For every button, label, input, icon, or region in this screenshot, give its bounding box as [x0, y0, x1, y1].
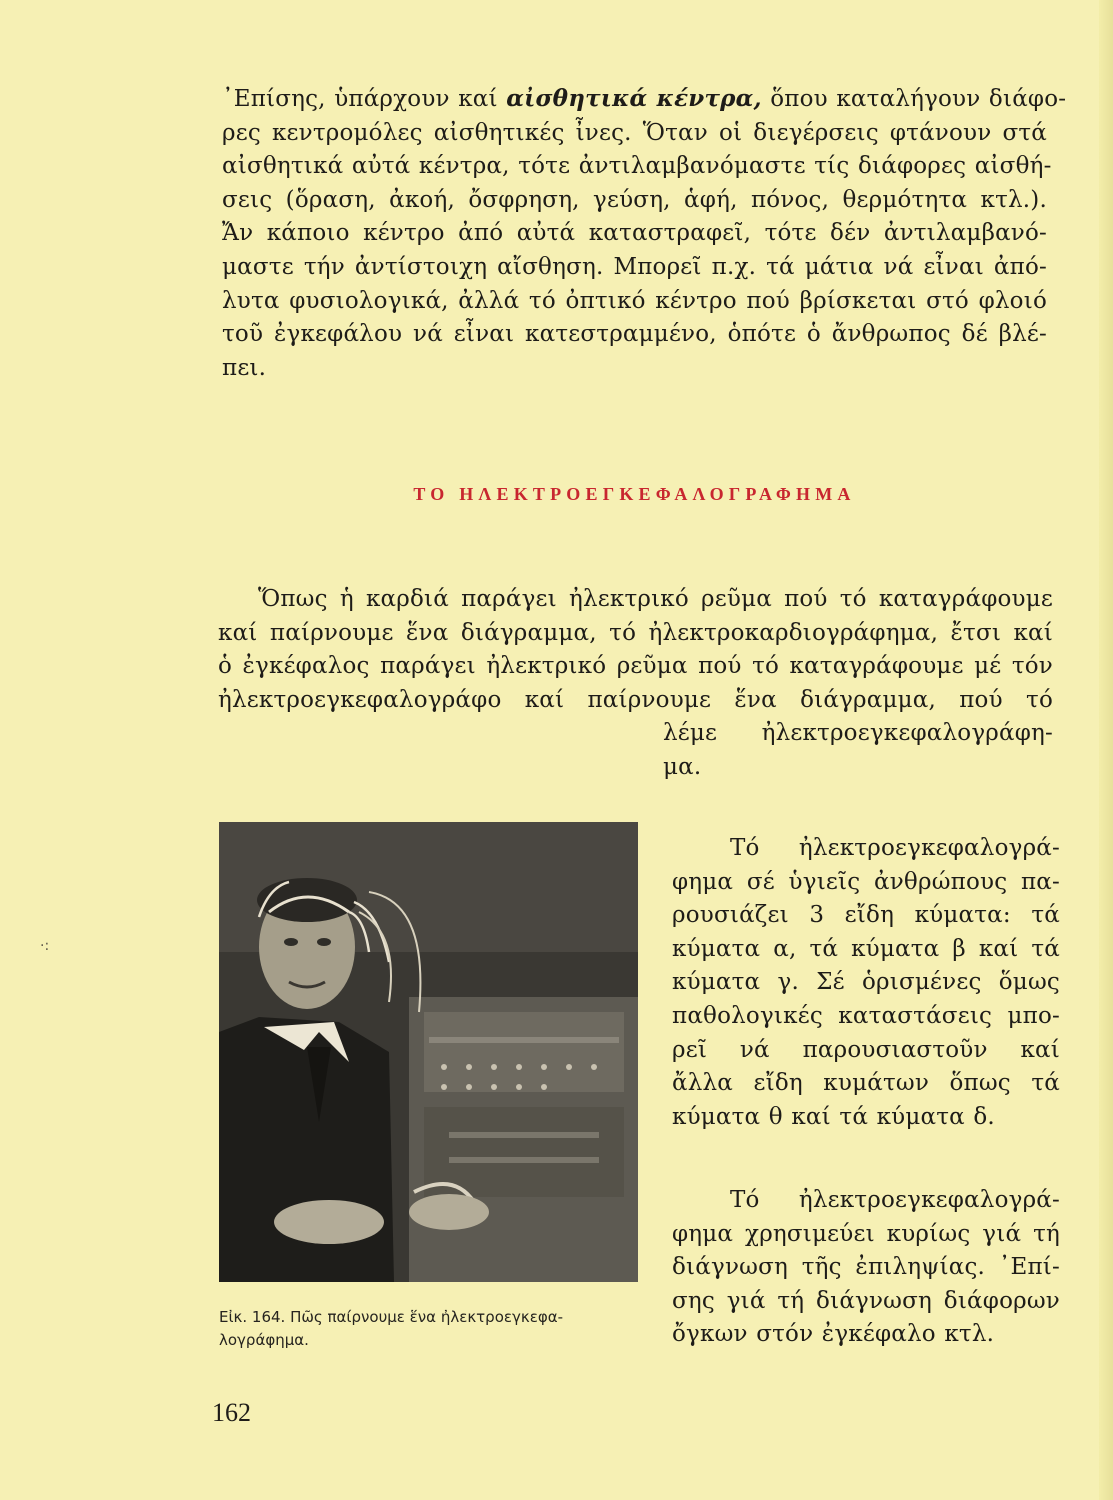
eeg-line: Ὅπως ἡ καρδιά παράγει ἠλεκτρικό ρεῦμα πού τό καταγράφουμε — [258, 586, 1053, 612]
waves-line: φημα σέ ὑγιεῖς ἀνθρώπους πα- — [672, 868, 1060, 895]
intro-line: μαστε τήν ἀντίστοιχη αἴσθηση. Μπορεῖ π.χ. τά μάτια νά εἶναι ἀπό- — [222, 253, 1047, 280]
intro-paragraph — [222, 82, 1067, 385]
margin-mark: ·: — [40, 938, 50, 954]
intro-line: σεις (ὅραση, ἀκοή, ὄσφρηση, γεύση, ἁφή, πόνος, θερμότητα κτλ.). — [222, 186, 1047, 213]
figure-caption — [219, 1306, 659, 1352]
diagnosis-line: Τό ἠλεκτροεγκεφαλογρά- — [730, 1187, 1060, 1213]
diagnosis-line: σης γιά τή διάγνωση διάφορων — [672, 1287, 1060, 1314]
eeg-line: καί παίρνουμε ἕνα διάγραμμα, τό ἠλεκτροκαρδιογράφημα, ἔτσι καί — [218, 619, 1053, 646]
diagnosis-paragraph — [672, 1184, 1060, 1352]
intro-line: αἰσθητικά αὐτά κέντρα, τότε ἀντιλαμβανόμαστε τίς διάφορες αἰσθή- — [222, 153, 1052, 180]
intro-line: πει. — [222, 354, 267, 381]
photo-illustration — [219, 822, 638, 1282]
section-heading: ΤΟ ΗΛΕΚΤΡΟΕΓΚΕΦΑΛΟΓΡΑΦΗΜΑ — [413, 484, 856, 504]
diagnosis-line: ὄγκων στόν ἐγκέφαλο κτλ. — [672, 1321, 995, 1348]
eeg-line: ἠλεκτροεγκεφαλογράφο καί παίρνουμε ἕνα διάγραμμα, πού τό — [218, 686, 1053, 713]
waves-paragraph — [672, 832, 1060, 1134]
intro-line: λυτα φυσιολογικά, ἀλλά τό ὀπτικό κέντρο πού βρίσκεται στό φλοιό — [222, 287, 1047, 314]
diagnosis-line: διάγνωση τῆς ἐπιληψίας. ᾿Επί- — [672, 1254, 1060, 1281]
eeg-line: ὁ ἐγκέφαλος παράγει ἠλεκτρικό ρεῦμα πού τό καταγράφουμε μέ τόν — [218, 653, 1053, 680]
caption-line: Εἰκ. 164. Πῶς παίρνουμε ἕνα ἠλεκτροεγκεφα- — [219, 1308, 564, 1326]
waves-line: ρουσιάζει 3 εἴδη κύματα: τά — [672, 902, 1060, 929]
waves-line: κύματα γ. Σέ ὁρισμένες ὅμως — [672, 969, 1060, 996]
diagnosis-line: φημα χρησιμεύει κυρίως γιά τή — [672, 1220, 1060, 1247]
waves-line: κύματα α, τά κύματα β καί τά — [672, 935, 1060, 962]
caption-line: λογράφημα. — [219, 1331, 309, 1349]
page-edge — [1099, 0, 1113, 1500]
waves-line: Τό ἠλεκτροεγκεφαλογρά- — [730, 835, 1060, 861]
bold-term: αἰσθητικά κέντρα, — [506, 85, 762, 112]
eeg-paragraph — [218, 583, 1053, 785]
eeg-line: μα. — [663, 753, 702, 780]
intro-line: τοῦ ἐγκεφάλου νά εἶναι κατεστραμμένο, ὁπότε ὁ ἄνθρωπος δέ βλέ- — [222, 321, 1047, 348]
page-number: 162 — [212, 1398, 251, 1427]
intro-line: Ἄν κάποιο κέντρο ἀπό αὐτά καταστραφεῖ, τότε δέν ἀντιλαμβανό- — [222, 220, 1047, 247]
waves-line: κύματα θ καί τά κύματα δ. — [672, 1103, 995, 1130]
intro-line: ρες κεντρομόλες αἰσθητικές ἶνες. Ὅταν οἱ διεγέρσεις φτάνουν στά — [222, 119, 1047, 146]
eeg-photo — [219, 822, 638, 1282]
waves-line: ἄλλα εἴδη κυμάτων ὅπως τά — [672, 1070, 1060, 1097]
waves-line: παθολογικές καταστάσεις μπο- — [672, 1002, 1060, 1029]
intro-line: ᾿Επίσης, ὑπάρχουν καί αἰσθητικά κέντρα, ὅπου καταλήγουν διάφο- — [222, 85, 1067, 112]
waves-line: ρεῖ νά παρουσιαστοῦν καί — [672, 1036, 1060, 1063]
eeg-line: λέμε ἠλεκτροεγκεφαλογράφη- — [663, 720, 1053, 747]
